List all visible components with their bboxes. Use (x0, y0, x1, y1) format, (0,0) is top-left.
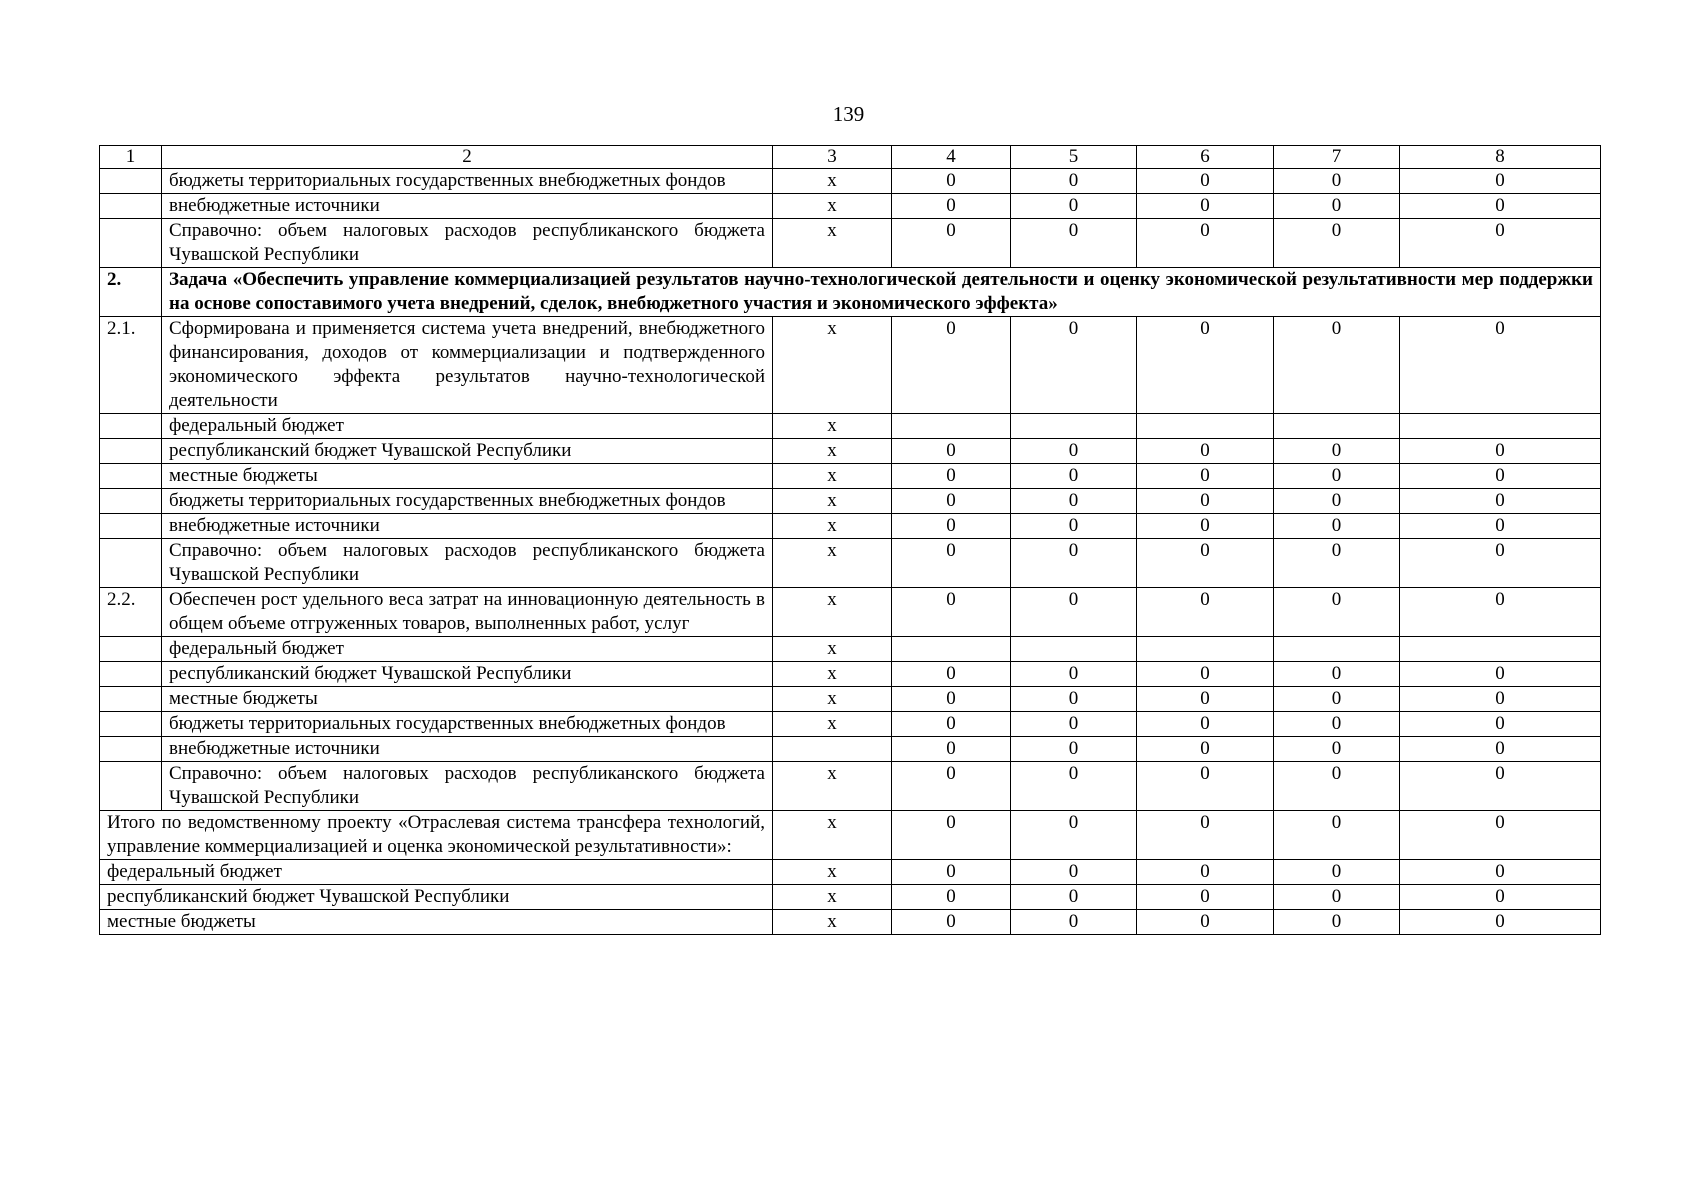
total-label: республиканский бюджет Чувашской Республики (100, 885, 773, 910)
value-cell: 0 (1400, 588, 1601, 637)
table-row (100, 194, 1601, 219)
task-title: Задача «Обеспечить управление коммерциализацией результатов научно-технологической деятельности и оценку экономической результативности мер поддержки на основе сопоставимого учета внедрений, сделок, внебюджетного участия и экономического эффекта» (162, 268, 1601, 317)
value-cell: 0 (1400, 317, 1601, 414)
value-cell: 0 (1011, 910, 1137, 935)
value-cell: 0 (1400, 662, 1601, 687)
total-row (100, 860, 1601, 885)
value-cell: 0 (1137, 588, 1274, 637)
value-cell: 0 (1400, 910, 1601, 935)
value-cell: 0 (892, 762, 1011, 811)
value-cell: 0 (892, 489, 1011, 514)
row-name: бюджеты территориальных государственных внебюджетных фондов (162, 169, 773, 194)
row-number (100, 514, 162, 539)
column-3-cell: x (773, 662, 892, 687)
value-cell: 0 (1400, 860, 1601, 885)
value-cell: 0 (1400, 219, 1601, 268)
column-3-cell: x (773, 885, 892, 910)
table-row (100, 762, 1601, 811)
column-3-cell: x (773, 762, 892, 811)
value-cell: 0 (1011, 712, 1137, 737)
row-number (100, 539, 162, 588)
value-cell: 0 (892, 588, 1011, 637)
value-cell: 0 (1400, 737, 1601, 762)
table-row (100, 317, 1601, 414)
column-3-cell: x (773, 588, 892, 637)
column-3-cell: x (773, 489, 892, 514)
value-cell: 0 (892, 687, 1011, 712)
table-row (100, 588, 1601, 637)
row-name: федеральный бюджет (162, 414, 773, 439)
row-number (100, 687, 162, 712)
row-name: бюджеты территориальных государственных внебюджетных фондов (162, 489, 773, 514)
value-cell: 0 (1274, 514, 1400, 539)
value-cell: 0 (1274, 588, 1400, 637)
total-row (100, 811, 1601, 860)
value-cell: 0 (1400, 489, 1601, 514)
row-name: внебюджетные источники (162, 737, 773, 762)
table-row (100, 662, 1601, 687)
value-cell: 0 (1274, 194, 1400, 219)
value-cell: 0 (1137, 539, 1274, 588)
row-number (100, 737, 162, 762)
value-cell: 0 (1011, 588, 1137, 637)
row-number (100, 464, 162, 489)
value-cell: 0 (1137, 317, 1274, 414)
column-3-cell: x (773, 514, 892, 539)
table-row (100, 219, 1601, 268)
value-cell: 0 (1011, 464, 1137, 489)
value-cell: 0 (1137, 687, 1274, 712)
task-row (100, 268, 1601, 317)
value-cell: 0 (1274, 662, 1400, 687)
value-cell: 0 (1011, 194, 1137, 219)
column-3-cell: x (773, 539, 892, 588)
value-cell: 0 (1274, 317, 1400, 414)
value-cell (1011, 414, 1137, 439)
value-cell: 0 (1011, 439, 1137, 464)
value-cell: 0 (1274, 219, 1400, 268)
row-name: внебюджетные источники (162, 194, 773, 219)
header-cell: 5 (1011, 146, 1137, 169)
row-name: местные бюджеты (162, 464, 773, 489)
value-cell: 0 (1011, 489, 1137, 514)
value-cell: 0 (1274, 687, 1400, 712)
value-cell: 0 (1137, 169, 1274, 194)
value-cell: 0 (1137, 464, 1274, 489)
value-cell: 0 (1011, 539, 1137, 588)
row-number: 2. (100, 268, 162, 317)
value-cell: 0 (1137, 662, 1274, 687)
value-cell: 0 (1137, 489, 1274, 514)
column-3-cell: x (773, 439, 892, 464)
value-cell: 0 (1274, 885, 1400, 910)
header-cell: 4 (892, 146, 1011, 169)
value-cell: 0 (1274, 910, 1400, 935)
column-3-cell: x (773, 910, 892, 935)
table-row (100, 687, 1601, 712)
value-cell: 0 (1137, 439, 1274, 464)
table-row (100, 712, 1601, 737)
row-name: местные бюджеты (162, 687, 773, 712)
row-number (100, 637, 162, 662)
row-number: 2.1. (100, 317, 162, 414)
value-cell: 0 (892, 219, 1011, 268)
value-cell: 0 (1400, 712, 1601, 737)
value-cell: 0 (1137, 514, 1274, 539)
value-cell (1400, 414, 1601, 439)
value-cell: 0 (892, 194, 1011, 219)
value-cell: 0 (1274, 811, 1400, 860)
total-label: местные бюджеты (100, 910, 773, 935)
page-number: 139 (832, 102, 865, 126)
value-cell: 0 (1274, 712, 1400, 737)
value-cell: 0 (892, 737, 1011, 762)
value-cell: 0 (1137, 737, 1274, 762)
value-cell (892, 637, 1011, 662)
row-number (100, 762, 162, 811)
row-name: Сформирована и применяется система учета внедрений, внебюджетного финансирования, доходов от коммерциализации и подтвержденного экономического эффекта результатов научно-технологической деятельности (162, 317, 773, 414)
row-number (100, 414, 162, 439)
column-3-cell: x (773, 317, 892, 414)
row-name: Обеспечен рост удельного веса затрат на инновационную деятельность в общем объеме отгруженных товаров, выполненных работ, услуг (162, 588, 773, 637)
column-3-cell: x (773, 860, 892, 885)
value-cell: 0 (1400, 811, 1601, 860)
table-row (100, 464, 1601, 489)
value-cell: 0 (1274, 439, 1400, 464)
row-name: Справочно: объем налоговых расходов республиканского бюджета Чувашской Республики (162, 219, 773, 268)
column-3-cell: x (773, 637, 892, 662)
total-row (100, 885, 1601, 910)
header-cell: 8 (1400, 146, 1601, 169)
value-cell: 0 (1274, 737, 1400, 762)
table-row (100, 489, 1601, 514)
value-cell: 0 (892, 662, 1011, 687)
value-cell: 0 (1400, 687, 1601, 712)
total-label: федеральный бюджет (100, 860, 773, 885)
column-3-cell: x (773, 712, 892, 737)
value-cell: 0 (892, 860, 1011, 885)
value-cell: 0 (1137, 762, 1274, 811)
value-cell: 0 (892, 439, 1011, 464)
value-cell: 0 (1137, 910, 1274, 935)
value-cell: 0 (1400, 539, 1601, 588)
value-cell: 0 (1400, 464, 1601, 489)
value-cell: 0 (1400, 514, 1601, 539)
row-number (100, 662, 162, 687)
table-row (100, 439, 1601, 464)
value-cell: 0 (1137, 219, 1274, 268)
value-cell (1137, 414, 1274, 439)
total-row (100, 910, 1601, 935)
row-name: федеральный бюджет (162, 637, 773, 662)
value-cell: 0 (1137, 194, 1274, 219)
value-cell: 0 (1274, 539, 1400, 588)
value-cell: 0 (1011, 514, 1137, 539)
value-cell: 0 (892, 885, 1011, 910)
value-cell: 0 (1011, 317, 1137, 414)
header-cell: 6 (1137, 146, 1274, 169)
table-row (100, 637, 1601, 662)
header-cell: 3 (773, 146, 892, 169)
column-3-cell: x (773, 219, 892, 268)
row-name: республиканский бюджет Чувашской Республики (162, 439, 773, 464)
row-name: Справочно: объем налоговых расходов республиканского бюджета Чувашской Республики (162, 762, 773, 811)
column-3-cell: x (773, 414, 892, 439)
value-cell: 0 (1011, 737, 1137, 762)
row-number (100, 439, 162, 464)
value-cell: 0 (1400, 169, 1601, 194)
value-cell: 0 (1137, 811, 1274, 860)
value-cell: 0 (1137, 712, 1274, 737)
column-3-cell: x (773, 811, 892, 860)
value-cell (1274, 414, 1400, 439)
value-cell: 0 (892, 169, 1011, 194)
value-cell: 0 (892, 811, 1011, 860)
value-cell (1137, 637, 1274, 662)
table-row (100, 169, 1601, 194)
value-cell: 0 (1137, 860, 1274, 885)
value-cell (1011, 637, 1137, 662)
value-cell: 0 (892, 910, 1011, 935)
value-cell: 0 (892, 514, 1011, 539)
row-number (100, 219, 162, 268)
header-cell: 2 (162, 146, 773, 169)
value-cell: 0 (1137, 885, 1274, 910)
row-name: бюджеты территориальных государственных внебюджетных фондов (162, 712, 773, 737)
row-number (100, 712, 162, 737)
value-cell: 0 (1011, 662, 1137, 687)
value-cell: 0 (892, 712, 1011, 737)
total-label: Итого по ведомственному проекту «Отраслевая система трансфера технологий, управление коммерциализацией и оценка экономической результативности»: (100, 811, 773, 860)
value-cell: 0 (1400, 885, 1601, 910)
column-number-header-row (100, 146, 1601, 169)
value-cell: 0 (1274, 169, 1400, 194)
value-cell: 0 (1011, 885, 1137, 910)
column-3-cell: x (773, 169, 892, 194)
value-cell (1274, 637, 1400, 662)
value-cell: 0 (1400, 194, 1601, 219)
budget-table (99, 145, 1601, 935)
value-cell: 0 (1011, 169, 1137, 194)
row-number: 2.2. (100, 588, 162, 637)
value-cell: 0 (1400, 439, 1601, 464)
table-row (100, 539, 1601, 588)
value-cell: 0 (892, 464, 1011, 489)
value-cell: 0 (1011, 762, 1137, 811)
column-3-cell: x (773, 194, 892, 219)
row-number (100, 489, 162, 514)
table-row (100, 737, 1601, 762)
value-cell: 0 (892, 317, 1011, 414)
value-cell: 0 (1011, 860, 1137, 885)
row-number (100, 169, 162, 194)
value-cell: 0 (1274, 860, 1400, 885)
value-cell: 0 (1274, 762, 1400, 811)
value-cell: 0 (1274, 464, 1400, 489)
row-name: республиканский бюджет Чувашской Республики (162, 662, 773, 687)
column-3-cell: x (773, 687, 892, 712)
column-3-cell (773, 737, 892, 762)
row-name: Справочно: объем налоговых расходов республиканского бюджета Чувашской Республики (162, 539, 773, 588)
table-row (100, 414, 1601, 439)
table-body (100, 146, 1601, 935)
value-cell: 0 (892, 539, 1011, 588)
table-row (100, 514, 1601, 539)
row-number (100, 194, 162, 219)
header-cell: 1 (100, 146, 162, 169)
value-cell: 0 (1400, 762, 1601, 811)
value-cell: 0 (1011, 687, 1137, 712)
value-cell (1400, 637, 1601, 662)
value-cell: 0 (1274, 489, 1400, 514)
header-cell: 7 (1274, 146, 1400, 169)
value-cell: 0 (1011, 811, 1137, 860)
value-cell (892, 414, 1011, 439)
value-cell: 0 (1011, 219, 1137, 268)
row-name: внебюджетные источники (162, 514, 773, 539)
column-3-cell: x (773, 464, 892, 489)
